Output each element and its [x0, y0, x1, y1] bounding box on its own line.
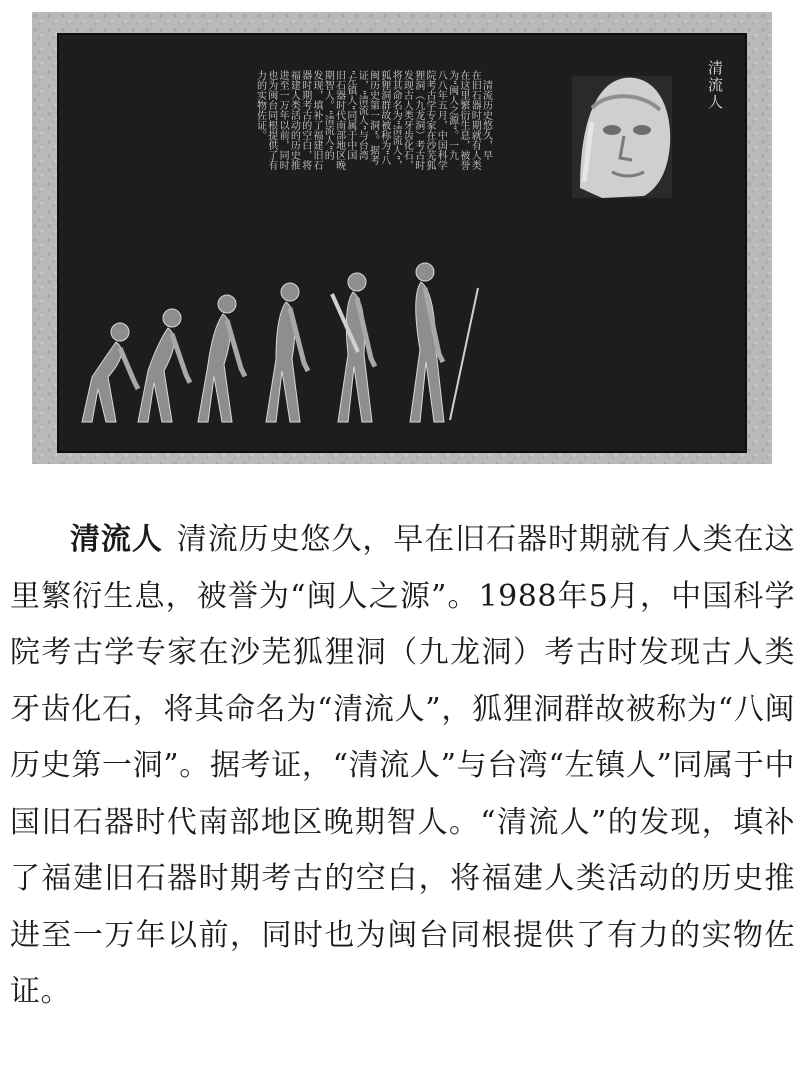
plaque-column: 在旧石器时期就有人类 — [469, 70, 481, 170]
article-heading: 清流人 — [70, 522, 163, 557]
plaque-column: 将其命名为“清流人”， — [390, 70, 402, 171]
plaque-column: 器时期考古的空白，将 — [299, 70, 311, 170]
plaque-text-columns — [255, 69, 493, 171]
plaque-column: “左镇人”同属于中国 — [344, 70, 356, 161]
plaque-column: 闽历史第一洞”。据考 — [367, 70, 379, 166]
article-body: 清流历史悠久，早在旧石器时期就有人类在这里繁衍生息，被誉为“闽人之源”。1988年5月，中国科学院考古学专家在沙芜狐狸洞（九龙洞）考古时发现古人类牙齿化石，将其命名为“清流人”，狐狸洞群故被称为“八闽历史第一洞”。据考证，“清流人”与台湾“左镇人”同属于中国旧石器时代南部地区晚期智人。“清流人”的发现，填补了福建旧石器时期考古的空白，将福建人类活动的历史推进至一万年以前，同时也为闽台同根提供了有力的实物佐证。 — [10, 522, 796, 1009]
plaque-column: 在这里繁衍生息，被誉 — [457, 70, 469, 170]
plaque-column: 狸洞（九龙洞）考古时 — [412, 70, 424, 170]
plaque-column: 也为闽台同根提供了有 — [265, 70, 277, 170]
plaque-column: 证，“清流人”与台湾 — [356, 70, 368, 161]
plaque-column: 期智人。“清流人”的 — [322, 70, 334, 161]
plaque-column: 力的实物佐证。 — [254, 70, 266, 140]
plaque-photo — [32, 12, 772, 464]
plaque-column: 进至一万年以前，同时 — [277, 70, 289, 170]
plaque-column: 旧石器时代南部地区晚 — [333, 70, 345, 170]
plaque-column: 发现，填补了福建旧石 — [311, 70, 322, 170]
plaque-title: 清流人 — [706, 60, 724, 111]
article-paragraph — [10, 512, 795, 1021]
plaque-column: 院考古学专家在沙芜狐 — [424, 70, 435, 170]
plaque-column: 八八年五月，中国科学 — [435, 70, 447, 170]
plaque-column: 福建人类活动的历史推 — [288, 70, 300, 170]
plaque-column: 清流历史悠久，早 — [480, 80, 492, 160]
plaque-column: 狐狸洞群故被称为“八 — [378, 70, 390, 166]
plaque-column: 发现古人类牙齿化石， — [401, 70, 413, 170]
bust-sculpture — [572, 76, 672, 198]
plaque-column: 为“闽人之源”。一九 — [446, 70, 458, 161]
